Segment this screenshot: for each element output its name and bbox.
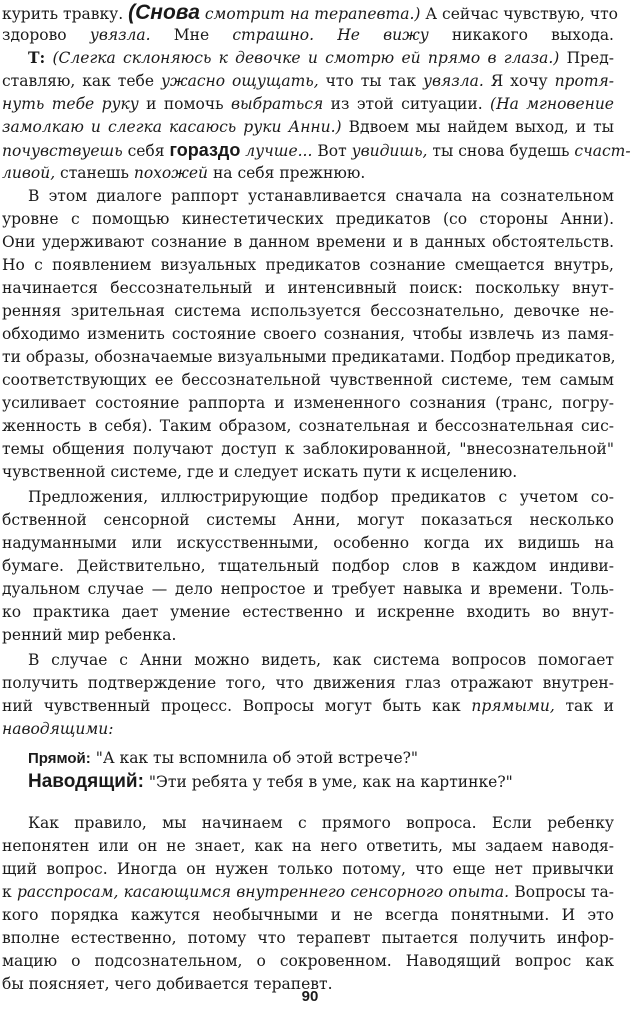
text-line: почувствуешь себя гораздо лучше... Вот увидишь, ты снова будешь счаст- xyxy=(2,140,631,160)
paragraph-line: ренний мир ребенка. xyxy=(2,626,177,644)
paragraph-line: мацию о подсознательном, о сокровенном. Наводящий вопрос как xyxy=(2,952,614,970)
paragraph-line: уровне с помощью кинестетических предикатов (со стороны Анни). xyxy=(2,210,614,228)
paragraph-line: чувственной системе, где и следует искать пути к исцелению. xyxy=(2,463,518,481)
paragraph-line: ко практика дает умение естественно и искренне входить во внут- xyxy=(2,603,614,621)
paragraph-line: ти образы, обозначаемые визуальными предикатами. Подбор предикатов, xyxy=(2,348,616,366)
example-leading: Наводящий: "Эти ребята у тебя в уме, как на картинке?" xyxy=(28,771,513,792)
page-number: 90 xyxy=(301,988,319,1005)
paragraph-line: бы поясняет, чего добивается терапевт. xyxy=(2,975,333,993)
paragraph-line: бственной сенсорной системы Анни, могут показаться несколько xyxy=(2,511,614,529)
paragraph-line: усиливает состояние раппорта и измененного сознания (транс, погру- xyxy=(2,394,614,412)
paragraph-line: наводящими: xyxy=(2,720,114,738)
paragraph-line: надуманными или искусственными, особенно когда их видишь на xyxy=(2,534,614,552)
paragraph-line: В этом диалоге раппорт устанавливается сначала на сознательном xyxy=(28,187,614,205)
text-line: курить травку. (Снова смотрит на терапевта.) А сейчас чувствую, что xyxy=(2,1,619,24)
example-direct: Прямой: "А как ты вспомнила об этой встрече?" xyxy=(28,749,419,767)
text-line: ливой, станешь похожей на себя прежнюю. xyxy=(2,164,366,182)
paragraph-line: вполне естественно, потому что терапевт пытается получить инфор- xyxy=(2,929,614,947)
paragraph-line: темы общения получают доступ к заблокированной, "внесознательной" xyxy=(2,440,614,458)
text-line: ставляю, как тебе ужасно ощущать, что ты так увязла. Я хочу протя- xyxy=(2,72,615,90)
paragraph-line: ренняя зрительная система используется бессознательно, девочке не- xyxy=(2,302,614,320)
text-line: замолкаю и слегка касаюсь руки Анни.) Вдвоем мы найдем выход, и ты xyxy=(2,118,615,136)
text-line: здорово увязла. Мне страшно. Не вижу никакого выхода. xyxy=(2,26,614,44)
example-label: Наводящий: xyxy=(28,771,144,792)
text-line: Т: (Слегка склоняюсь к девочке и смотрю ей прямо в глаза.) Пред- xyxy=(28,48,614,67)
paragraph-line: соответствующих ее бессознательной чувственной системе, тем самым xyxy=(2,371,614,389)
paragraph-line: щий вопрос. Иногда он нужен только потому, что еще нет привычки xyxy=(2,860,614,878)
text-line: нуть тебе руку и помочь выбраться из этой ситуации. (На мгновение xyxy=(2,95,614,113)
paragraph-line: ний чувственный процесс. Вопросы могут быть как прямыми, так и xyxy=(2,697,614,715)
paragraph-line: начинается бессознательный и интенсивный поиск: поскольку внут- xyxy=(2,279,614,297)
paragraph-line: к расспросам, касающимся внутреннего сенсорного опыта. Вопросы та- xyxy=(2,883,614,901)
paragraph-line: женность в себя). Таким образом, сознательная и бессознательная сис- xyxy=(2,417,614,435)
paragraph-line: дуальном случае — дело непростое и требует навыка и времени. Толь- xyxy=(2,580,614,598)
paragraph-line: Они удерживают сознание в данном времени и в данных обстоятельств. xyxy=(2,233,614,251)
paragraph-line: обходимо изменить состояние своего сознания, чтобы извлечь из памя- xyxy=(2,325,614,343)
paragraph-line: В случае с Анни можно видеть, как система вопросов помогает xyxy=(28,651,614,669)
example-label: Прямой: xyxy=(28,750,91,767)
paragraph-line: получить подтверждение того, что движения глаз отражают внутрен- xyxy=(2,674,614,692)
paragraph-line: непонятен или он не знает, как на него ответить, мы задаем наводя- xyxy=(2,837,614,855)
paragraph-line: бумаге. Действительно, тщательный подбор слов в каждом индиви- xyxy=(2,557,614,575)
paragraph-line: Как правило, мы начинаем с прямого вопроса. Если ребенку xyxy=(28,814,614,832)
paragraph-line: Предложения, иллюстрирующие подбор предикатов с учетом со- xyxy=(28,488,614,506)
paragraph-line: кого порядка кажутся необычными и не всегда понятными. И это xyxy=(2,906,614,924)
paragraph-line: Но с появлением визуальных предикатов сознание смещается внутрь, xyxy=(2,256,614,274)
